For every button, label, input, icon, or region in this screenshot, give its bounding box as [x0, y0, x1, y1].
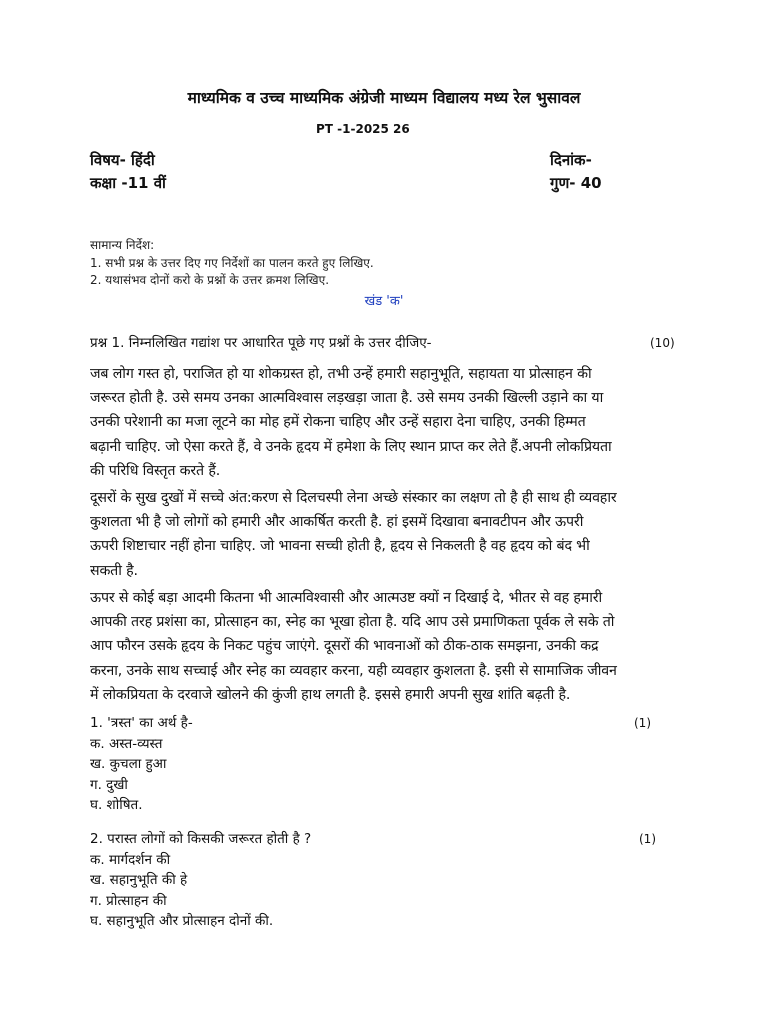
passage-line: दूसरों के सुख दुखों में सच्चे अंत:करण से दिलचस्पी लेना अच्छे संस्कार का लक्षण तो है ही साथ ही व्यवहार: [90, 490, 617, 506]
subquestion-2: [90, 829, 311, 932]
option: घ. शोषित.: [90, 797, 143, 813]
passage-line: की परिधि विस्तृत करते हैं.: [90, 462, 221, 479]
instruction-item: 1. सभी प्रश्न के उत्तर दिए गए निर्देशों का पालन करते हुए लिखिए.: [90, 256, 374, 270]
option: ग. दुखी: [90, 776, 128, 793]
subquestion-text: 1. 'त्रस्त' का अर्थ है-: [90, 715, 193, 731]
option: ख. सहानुभूति की हे: [90, 872, 188, 888]
subquestion-1: [90, 713, 193, 816]
class-label: कक्षा -11 वीं: [90, 174, 166, 192]
passage-line: करना, उनके साथ सच्चाई और स्नेह का व्यवहार करना, यही व्यवहार कुशलता है. इसी से सामाजिक जीवन: [90, 662, 617, 679]
date-label: दिनांक-: [550, 151, 592, 169]
passage-line: ऊपरी शिष्टाचार नहीं होना चाहिए. जो भावना सच्ची होती है, हृदय से निकलती है वह हृदय को बंद भी: [90, 538, 590, 555]
section-heading: खंड 'क': [364, 294, 404, 309]
passage-line: आप फौरन उसके हृदय के निकट पहुंच जाएंगे. दूसरों की भावनाओं को ठीक-ठाक समझना, उनकी कद्र: [90, 638, 599, 655]
total-marks-label: गुण- 40: [550, 174, 602, 192]
passage-line: ऊपर से कोई बड़ा आदमी कितना भी आत्मविश्वासी और आत्मउष्ट क्यों न दिखाई दे, भीतर से वह हमारी: [90, 590, 603, 606]
passage-line: बढ़ानी चाहिए. जो ऐसा करते हैं, वे उनके हृदय में हमेशा के लिए स्थान प्राप्त कर लेते हैं.अपनी लोकप्रियता: [90, 438, 612, 455]
test-code: PT -1-2025 26: [316, 122, 410, 136]
passage-line: उनकी परेशानी का मजा लूटने का मोह हमें रोकना चाहिए और उन्हें सहारा देना चाहिए, उनकी हिम्मत: [90, 414, 586, 431]
option: क. मार्गदर्शन की: [90, 851, 171, 868]
question-1-text: प्रश्न 1. निम्नलिखित गद्यांश पर आधारित पूछे गए प्रश्नों के उत्तर दीजिए-: [90, 335, 432, 351]
subquestion-text: 2. परास्त लोगों को किसकी जरूरत होती है ?: [90, 831, 312, 847]
passage-paragraph: [90, 486, 690, 583]
school-name: माध्यमिक व उच्च माध्यमिक अंग्रेजी माध्यम विद्यालय मध्य रेल भुसावल: [187, 89, 581, 107]
passage-line: सकती है.: [90, 562, 138, 579]
subquestion-2-marks: (1): [639, 832, 656, 846]
subquestion-1-marks: (1): [634, 716, 651, 730]
passage-paragraph: [90, 586, 690, 707]
passage-line: में लोकप्रियता के दरवाजे खोलने की कुंजी हाथ लगती है. इससे हमारी अपनी सुख शांति बढ़ती है.: [90, 686, 571, 703]
question-1-marks: (10): [650, 336, 675, 350]
instructions-title: सामान्य निर्देश:: [90, 238, 155, 252]
passage-line: जब लोग गस्त हो, पराजित हो या शोकग्रस्त हो, तभी उन्हें हमारी सहानुभूति, सहायता या प्रोत्साहन की: [90, 366, 592, 382]
option: ख. कुचला हुआ: [90, 756, 167, 772]
passage-line: आपकी तरह प्रशंसा का, प्रोत्साहन का, स्नेह का भूखा होता है. यदि आप उसे प्रमाणिकता पूर्वक ले सके तो: [90, 614, 615, 631]
passage-line: जरूरत होती है. उसे समय उनका आत्मविश्वास लड़खड़ा जाता है. उसे समय उनकी खिल्ली उड़ाने का या: [90, 390, 604, 407]
instruction-item: 2. यथासंभव दोनों करो के प्रश्नों के उत्तर क्रमश लिखिए.: [90, 273, 330, 287]
option: ग. प्रोत्साहन की: [90, 892, 167, 909]
passage-paragraph: [90, 362, 690, 483]
subject-label: विषय- हिंदी: [90, 151, 155, 169]
option: घ. सहानुभूति और प्रोत्साहन दोनों की.: [90, 913, 274, 929]
option: क. अस्त-व्यस्त: [90, 735, 163, 752]
passage-line: कुशलता भी है जो लोगों को हमारी और आकर्षित करती है. हां इसमें दिखावा बनावटीपन और ऊपरी: [90, 514, 584, 531]
